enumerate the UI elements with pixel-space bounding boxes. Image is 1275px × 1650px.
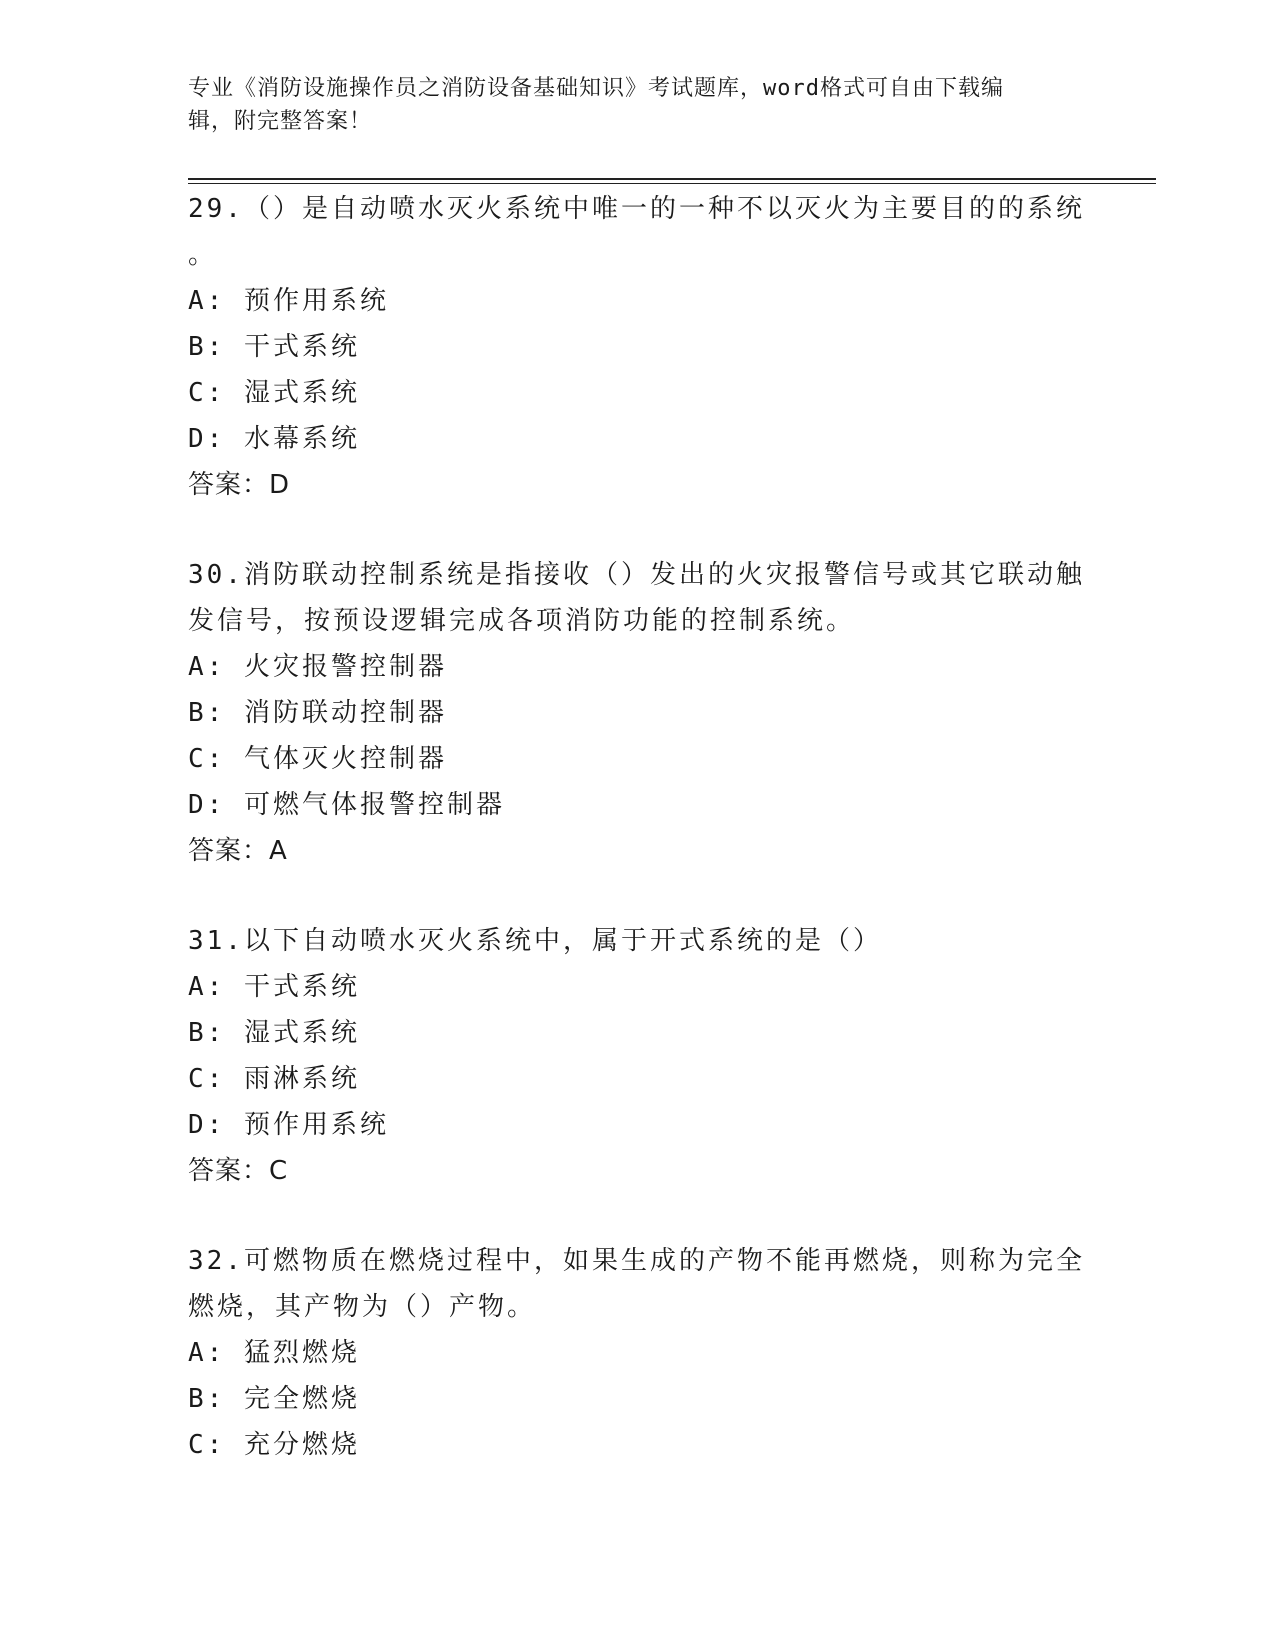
header-divider-thin	[188, 183, 1156, 184]
question-32	[188, 1238, 1088, 1468]
option-a: A: 干式系统	[188, 972, 360, 1002]
option-d: D: 预作用系统	[188, 1110, 389, 1140]
answer-line: 答案：D	[188, 470, 291, 500]
option-b: B: 湿式系统	[188, 1018, 360, 1048]
answer-line: 答案：A	[188, 836, 288, 866]
question-spacer	[188, 508, 1088, 552]
header-line-2: 辑，附完整答案！	[188, 109, 373, 134]
option-b: B: 完全燃烧	[188, 1384, 360, 1414]
option-d: D: 可燃气体报警控制器	[188, 790, 505, 820]
option-c: C: 气体灭火控制器	[188, 744, 447, 774]
option-c: C: 雨淋系统	[188, 1064, 360, 1094]
question-stem-continuation: 。	[188, 240, 218, 270]
question-spacer	[188, 874, 1088, 918]
question-stem: 30.消防联动控制系统是指接收（）发出的火灾报警信号或其它联动触	[188, 560, 1085, 590]
option-c: C: 充分燃烧	[188, 1430, 360, 1460]
question-30	[188, 552, 1088, 874]
question-stem: 32.可燃物质在燃烧过程中，如果生成的产物不能再燃烧，则称为完全	[188, 1246, 1085, 1276]
option-b: B: 消防联动控制器	[188, 698, 447, 728]
question-31	[188, 918, 1088, 1194]
option-c: C: 湿式系统	[188, 378, 360, 408]
question-stem-continuation: 燃烧，其产物为（）产物。	[188, 1292, 537, 1322]
question-spacer	[188, 1194, 1088, 1238]
question-stem: 31.以下自动喷水灭火系统中，属于开式系统的是（）	[188, 926, 882, 956]
header-line-1: 专业《消防设施操作员之消防设备基础知识》考试题库，word格式可自由下载编	[188, 76, 1004, 101]
option-a: A: 火灾报警控制器	[188, 652, 447, 682]
option-a: A: 猛烈燃烧	[188, 1338, 360, 1368]
option-a: A: 预作用系统	[188, 286, 389, 316]
answer-line: 答案：C	[188, 1156, 289, 1186]
header-divider-thick	[188, 178, 1156, 180]
option-b: B: 干式系统	[188, 332, 360, 362]
document-header	[188, 72, 1068, 138]
question-29	[188, 186, 1088, 508]
option-d: D: 水幕系统	[188, 424, 360, 454]
question-stem: 29.（）是自动喷水灭火系统中唯一的一种不以灭火为主要目的的系统	[188, 194, 1085, 224]
question-stem-continuation: 发信号，按预设逻辑完成各项消防功能的控制系统。	[188, 606, 856, 636]
question-list	[188, 186, 1088, 1468]
